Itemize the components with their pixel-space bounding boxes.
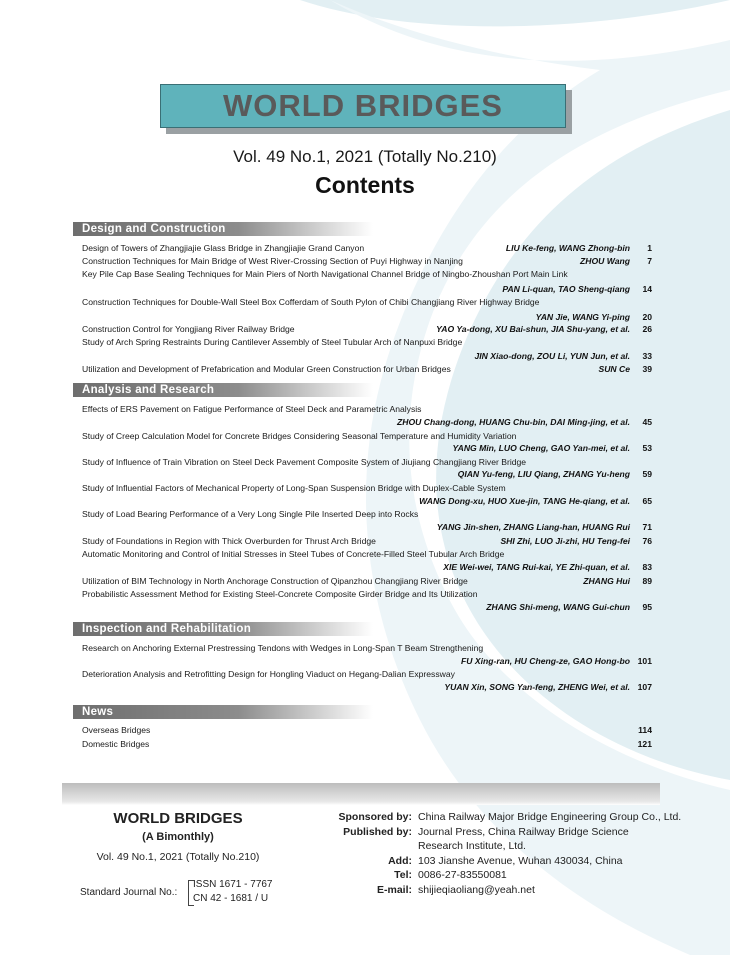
cn-number: CN 42 - 1681 / U <box>193 893 269 904</box>
article-title: Utilization and Development of Prefabrication and Modular Green Construction for Urban Bridges <box>82 364 451 374</box>
article-title: Study of Influence of Train Vibration on Steel Deck Pavement Composite System of Jiujiang Changjiang River Bridge <box>82 457 527 467</box>
article-title: Construction Control for Yongjiang River Railway Bridge <box>82 324 295 334</box>
article-title: Effects of ERS Pavement on Fatigue Performance of Steel Deck and Parametric Analysis <box>82 404 422 414</box>
journal-title: WORLD BRIDGES <box>223 88 503 123</box>
article-authors: YUAN Xin, SONG Yan-feng, ZHENG Wei, et al. <box>444 682 630 692</box>
volume-line: Vol. 49 No.1, 2021 (Totally No.210) <box>233 147 497 166</box>
address-value: 103 Jianshe Avenue, Wuhan 430034, China <box>418 855 623 867</box>
article-page: 1 <box>647 243 652 253</box>
article-authors: WANG Dong-xu, HUO Xue-jin, TANG He-qiang, et al. <box>419 496 630 506</box>
article-title: Research on Anchoring External Prestressing Tendons with Wedges in Long-Span T Beam Strengthening <box>82 643 484 653</box>
article-page: 7 <box>647 256 652 266</box>
standard-journal-label: Standard Journal No.: <box>80 887 178 898</box>
article-page: 53 <box>642 443 652 453</box>
article-title: Construction Techniques for Main Bridge of West River-Crossing Section of Puyi Highway in Nanjing <box>82 256 463 266</box>
article-authors: XIE Wei-wei, TANG Rui-kai, YE Zhi-quan, et al. <box>443 562 630 572</box>
section-header <box>73 222 373 236</box>
article-title: Domestic Bridges <box>82 739 150 749</box>
article-authors: YAO Ya-dong, XU Bai-shun, JIA Shu-yang, et al. <box>436 324 630 334</box>
section-title: News <box>82 706 114 718</box>
article-authors: ZHOU Wang <box>580 256 630 266</box>
article-authors: SUN Ce <box>598 364 630 374</box>
article-title: Probabilistic Assessment Method for Existing Steel-Concrete Composite Girder Bridge and Its Utilization <box>82 589 478 599</box>
address-label: Add: <box>388 855 412 867</box>
article-title: Deterioration Analysis and Retrofitting Design for Hongling Viaduct on Hegang-Dalian Expressway <box>82 669 455 679</box>
footer-journal-title: WORLD BRIDGES <box>113 810 243 827</box>
article-title: Study of Arch Spring Restraints During Cantilever Assembly of Steel Tubular Arch of Nanpuxi Bridge <box>82 337 463 347</box>
article-title: Study of Foundations in Region with Thick Overburden for Thrust Arch Bridge <box>82 536 376 546</box>
article-title: Key Pile Cap Base Sealing Techniques for Main Piers of North Navigational Channel Bridge of Ningbo-Zhoushan Port Main Link <box>82 269 568 279</box>
section-header <box>73 383 373 397</box>
article-title: Study of Load Bearing Performance of a Very Long Single Pile Inserted Deep into Rocks <box>82 509 419 519</box>
article-authors: YAN Jie, WANG Yi-ping <box>535 312 630 322</box>
article-page: 20 <box>642 312 652 322</box>
sponsored-label: Sponsored by: <box>338 811 412 823</box>
article-authors: QIAN Yu-feng, LIU Qiang, ZHANG Yu-heng <box>457 469 630 479</box>
article-authors: LIU Ke-feng, WANG Zhong-bin <box>505 243 630 253</box>
article-page: 83 <box>642 562 652 572</box>
article-authors: YANG Jin-shen, ZHANG Liang-han, HUANG Rui <box>436 522 630 532</box>
tel-label: Tel: <box>394 869 412 881</box>
section-title: Inspection and Rehabilitation <box>82 623 252 635</box>
contents-heading: Contents <box>315 172 415 198</box>
article-page: 107 <box>637 682 652 692</box>
section-title: Design and Construction <box>82 223 226 235</box>
article-page: 76 <box>642 536 652 546</box>
article-page: 45 <box>642 417 652 427</box>
article-title: Design of Towers of Zhangjiajie Glass Bridge in Zhangjiajie Grand Canyon <box>82 243 365 253</box>
article-title: Study of Influential Factors of Mechanical Property of Long-Span Suspension Bridge with Duplex-Cable System <box>82 483 506 493</box>
title-banner <box>160 84 566 128</box>
section-header <box>73 705 373 719</box>
article-title: Construction Techniques for Double-Wall Steel Box Cofferdam of South Pylon of Chibi Changjiang River Highway Bridge <box>82 297 540 307</box>
article-authors: FU Xing-ran, HU Cheng-ze, GAO Hong-bo <box>461 656 630 666</box>
article-title: Utilization of BIM Technology in North Anchorage Construction of Qipanzhou Changjiang River Bridge <box>82 576 468 586</box>
article-authors: JIN Xiao-dong, ZOU Li, YUN Jun, et al. <box>474 351 630 361</box>
article-page: 33 <box>642 351 652 361</box>
article-authors: ZHOU Chang-dong, HUANG Chu-bin, DAI Ming-jing, et al. <box>397 417 630 427</box>
footer-volume: Vol. 49 No.1, 2021 (Totally No.210) <box>96 851 260 863</box>
article-authors: YANG Min, LUO Cheng, GAO Yan-mei, et al. <box>452 443 630 453</box>
article-page: 121 <box>637 739 652 749</box>
section-header <box>73 622 373 636</box>
article-authors: SHI Zhi, LUO Ji-zhi, HU Teng-fei <box>500 536 630 546</box>
published-label: Published by: <box>343 826 412 838</box>
article-authors: ZHANG Hui <box>583 576 630 586</box>
issn-number: ISSN 1671 - 7767 <box>193 879 273 890</box>
section-title: Analysis and Research <box>82 384 215 396</box>
article-page: 65 <box>642 496 652 506</box>
article-page: 95 <box>642 602 652 612</box>
article-title: Overseas Bridges <box>82 725 151 735</box>
published-value-line1: Journal Press, China Railway Bridge Science <box>418 826 629 838</box>
article-page: 71 <box>642 522 652 532</box>
article-page: 14 <box>642 284 652 294</box>
sponsored-value: China Railway Major Bridge Engineering Group Co., Ltd. <box>418 811 682 823</box>
article-page: 26 <box>642 324 652 334</box>
tel-value: 0086-27-83550081 <box>418 869 507 881</box>
article-title: Study of Creep Calculation Model for Concrete Bridges Considering Seasonal Temperature and Humidity Variation <box>82 431 517 441</box>
email-value: shijieqiaoliang@yeah.net <box>418 884 535 896</box>
article-authors: PAN Li-quan, TAO Sheng-qiang <box>502 284 630 294</box>
email-label: E-mail: <box>376 884 412 896</box>
footer-divider <box>62 783 660 805</box>
article-title: Automatic Monitoring and Control of Initial Stresses in Steel Tubes of Concrete-Filled Steel Tubular Arch Bridge <box>82 549 505 559</box>
article-authors: ZHANG Shi-meng, WANG Gui-chun <box>486 602 630 612</box>
article-page: 59 <box>642 469 652 479</box>
footer-frequency: (A Bimonthly) <box>142 831 214 843</box>
published-value-line2: Research Institute, Ltd. <box>418 840 526 852</box>
article-page: 89 <box>642 576 652 586</box>
article-page: 39 <box>642 364 652 374</box>
article-page: 114 <box>638 725 652 735</box>
article-page: 101 <box>637 656 652 666</box>
